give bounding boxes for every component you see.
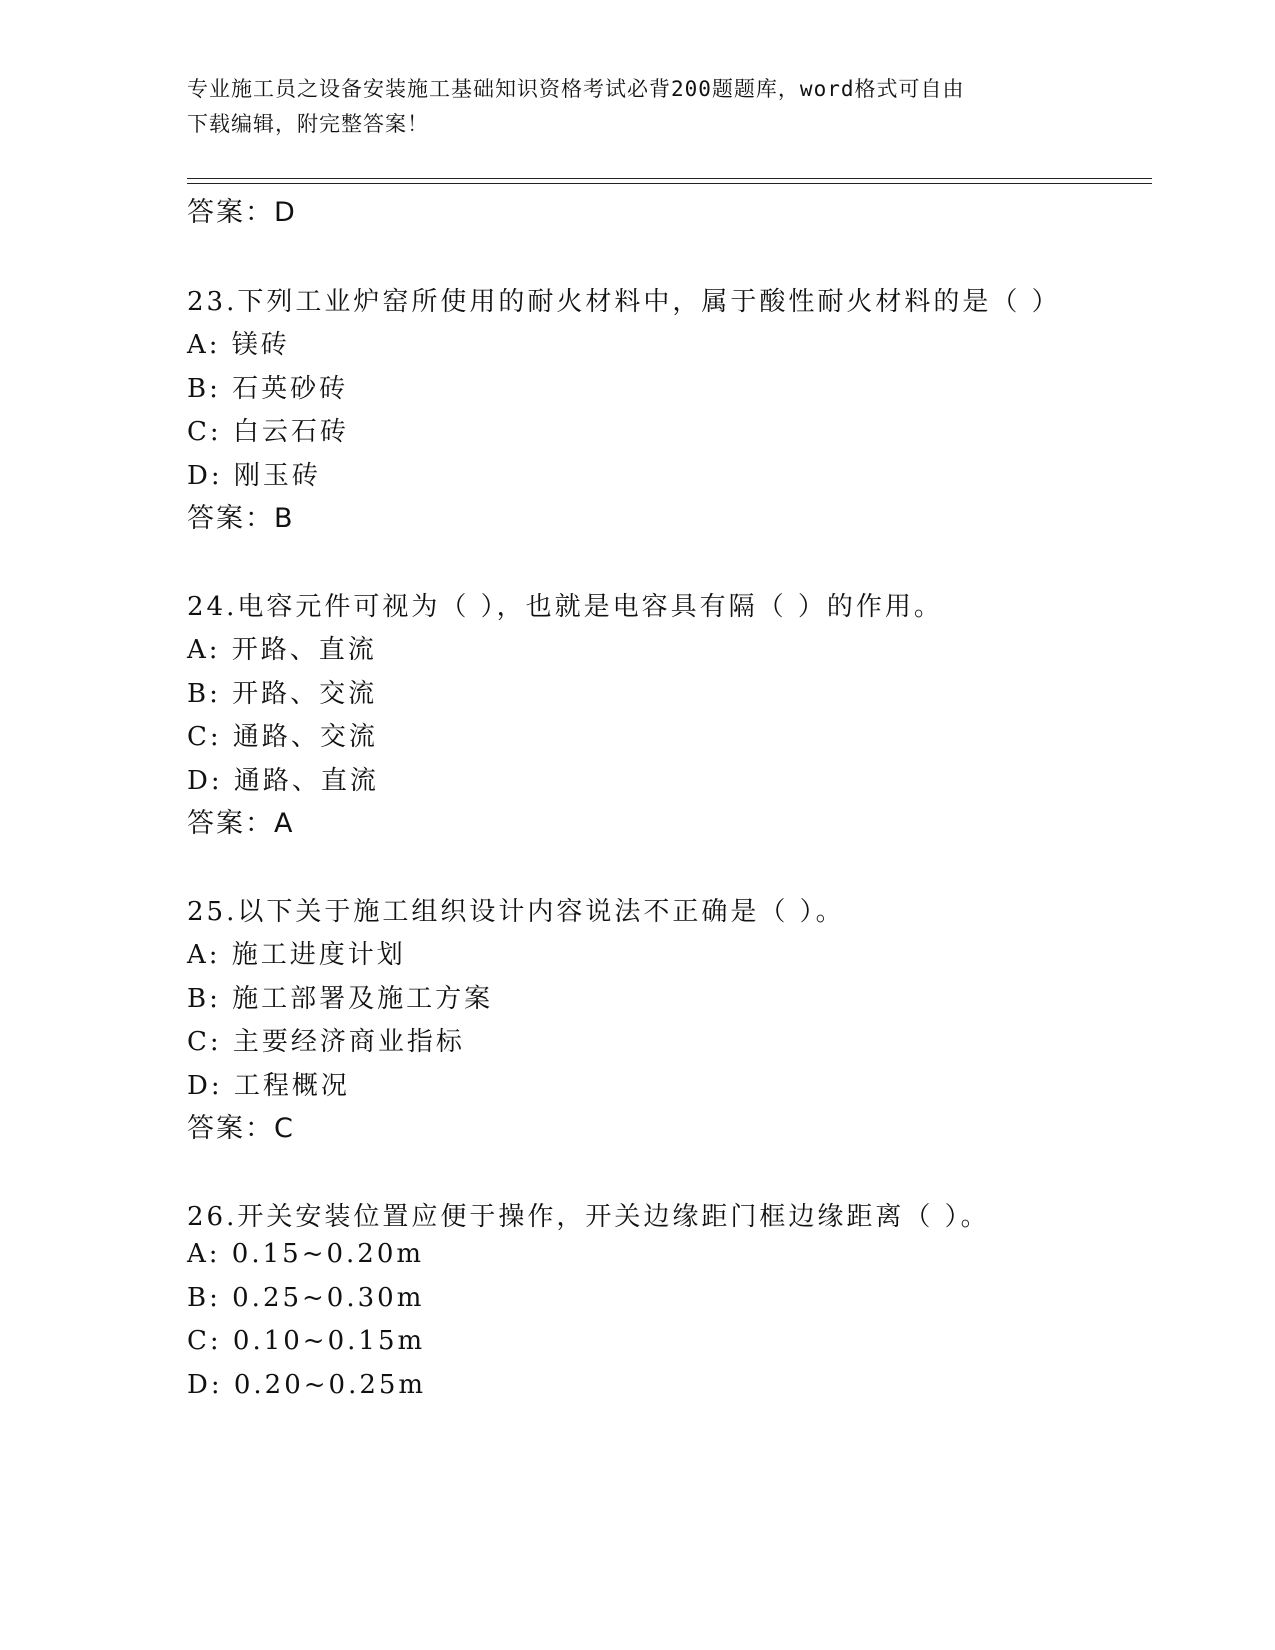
question-23-stem: 23.下列工业炉窑所使用的耐火材料中，属于酸性耐火材料的是（ ） <box>187 287 1061 317</box>
question-23-option-d: D: 刚玉砖 <box>187 461 321 491</box>
header-title-line-2: 下载编辑，附完整答案！ <box>187 112 429 136</box>
question-23-answer: 答案：B <box>187 503 295 534</box>
question-24-option-a: A: 开路、直流 <box>187 635 377 665</box>
question-26-option-b: B: 0.25~0.30m <box>187 1283 425 1313</box>
question-25-option-b: B: 施工部署及施工方案 <box>187 984 494 1014</box>
question-25-option-d: D: 工程概况 <box>187 1071 350 1101</box>
question-25-option-a: A: 施工进度计划 <box>187 940 406 970</box>
question-24-option-d: D: 通路、直流 <box>187 766 379 796</box>
question-24-answer: 答案：A <box>187 808 295 839</box>
question-24-stem: 24.电容元件可视为（ ），也就是电容具有隔（ ）的作用。 <box>187 592 943 622</box>
question-24-option-b: B: 开路、交流 <box>187 679 378 709</box>
question-23-option-a: A: 镁砖 <box>187 330 290 360</box>
header-title-line-1: 专业施工员之设备安装施工基础知识资格考试必背200题题库，word格式可自由 <box>187 77 965 101</box>
question-24-option-c: C: 通路、交流 <box>187 722 378 752</box>
question-26-stem: 26.开关安装位置应便于操作，开关边缘距门框边缘距离（ ）。 <box>187 1202 990 1232</box>
header-divider-bottom <box>187 183 1152 184</box>
document-header <box>187 72 1087 142</box>
question-25-option-c: C: 主要经济商业指标 <box>187 1027 465 1057</box>
question-25-answer: 答案：C <box>187 1113 295 1144</box>
question-25-stem: 25.以下关于施工组织设计内容说法不正确是（ ）。 <box>187 897 845 927</box>
question-26-option-a: A: 0.15~0.20m <box>187 1239 425 1269</box>
header-divider-top <box>187 178 1152 179</box>
question-23-option-c: C: 白云石砖 <box>187 417 349 447</box>
question-23-option-b: B: 石英砂砖 <box>187 374 349 404</box>
previous-answer: 答案：D <box>187 197 297 228</box>
question-26-option-d: D: 0.20~0.25m <box>187 1370 427 1400</box>
question-26-option-c: C: 0.10~0.15m <box>187 1326 426 1356</box>
